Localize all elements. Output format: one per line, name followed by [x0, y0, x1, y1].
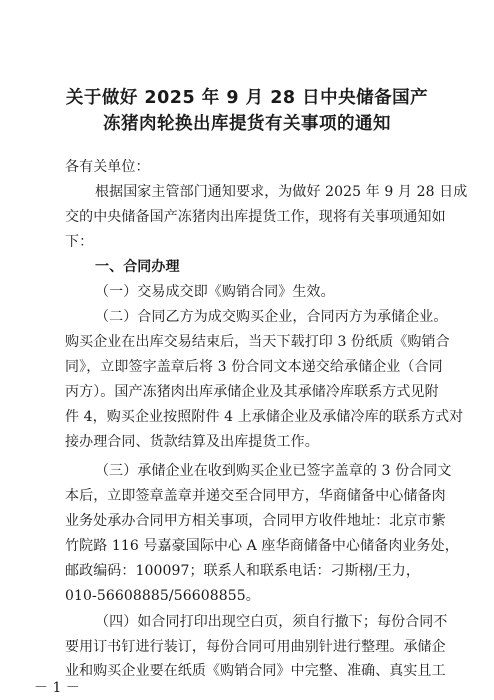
- item-3-line-3: 业务处承办合同甲方相关事项，合同甲方收件地址：北京市紫: [65, 513, 446, 529]
- item-2-line-6: 接办理合同、货款结算及出库提货工作。: [65, 434, 319, 450]
- item-3-line-5: 邮政编码：100097；联系人和联系电话：刁斯栩/王力，: [65, 563, 420, 579]
- item-4-line-3: 业和购买企业要在纸质《购销合同》中完整、准确、真实且工: [65, 663, 446, 679]
- item-1: （一）交易成交即《购销合同》生效。: [95, 284, 335, 300]
- item-2-line-3: 同》，立即签字盖章后将 3 份合同文本递交给承储企业（合同: [65, 359, 443, 375]
- item-4-line-2: 要用订书钉进行装订，每份合同可用曲别针进行整理。承储企: [65, 639, 446, 655]
- item-3-line-4: 竹院路 116 号嘉豪国际中心 A 座华商储备中心储备肉业务处，: [65, 538, 459, 554]
- item-2-line-4: 丙方）。国产冻猪肉出库承储企业及其承储冷库联系方式见附: [65, 384, 439, 400]
- title-line-2: 冻猪肉轮换出库提货有关事项的通知: [103, 114, 391, 134]
- intro-line-1: 根据国家主管部门通知要求，为做好 2025 年 9 月 28 日成: [95, 184, 468, 200]
- intro-line-2: 交的中央储备国产冻猪肉出库提货工作，现将有关事项通知如: [65, 209, 446, 225]
- salutation: 各有关单位：: [65, 159, 150, 175]
- intro-line-3: 下：: [65, 234, 94, 250]
- section-heading: 一、合同办理: [95, 259, 180, 275]
- page-number: － 1 －: [34, 680, 80, 696]
- item-2-line-2: 购买企业在出库交易结束后，当天下载打印 3 份纸质《购销合: [65, 334, 450, 350]
- item-2-line-1: （二）合同乙方为成交购买企业，合同丙方为承储企业。: [95, 309, 448, 325]
- item-3-line-6: 010-56608885/56608855。: [65, 588, 260, 604]
- item-3-line-1: （三）承储企业在收到购买企业已签字盖章的 3 份合同文: [95, 463, 452, 479]
- item-4-line-1: （四）如合同打印出现空白页，须自行撤下；每份合同不: [95, 614, 448, 630]
- item-3-line-2: 本后，立即签章盖章并递交至合同甲方，华商储备中心储备肉: [65, 488, 446, 504]
- title-line-1: 关于做好 2025 年 9 月 28 日中央储备国产: [65, 88, 429, 108]
- item-2-line-5: 件 4，购买企业按照附件 4 上承储企业及承储冷库的联系方式对: [65, 409, 464, 425]
